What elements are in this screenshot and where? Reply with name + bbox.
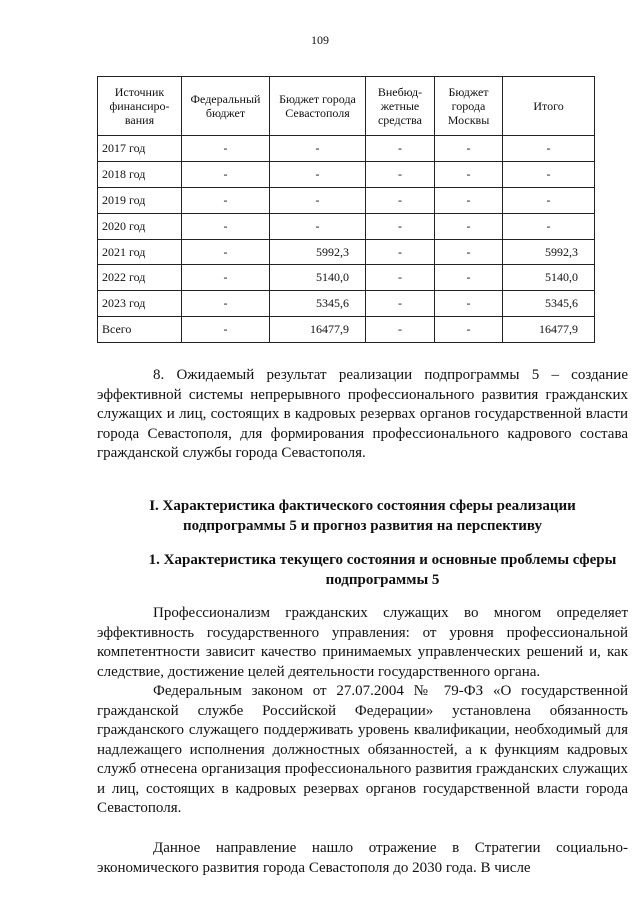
table-cell: 2022 год	[98, 265, 182, 291]
table-cell: -	[435, 213, 503, 239]
table-cell: 5992,3	[503, 239, 595, 265]
table-row	[98, 161, 595, 187]
table-cell: -	[182, 317, 270, 343]
table-row	[98, 136, 595, 162]
paragraph-expected-result: 8. Ожидаемый результат реализации подпрограммы 5 – создание эффективной системы непрерывного профессионального развития гражданских служащих и лиц, состоящих в кадровых резервах органов государственной власти города Севастополя, для формирования профессионального кадрового состава гражданской службы города Севастополя.	[97, 367, 628, 461]
table-cell: -	[182, 213, 270, 239]
table-row-total	[98, 317, 595, 343]
table-cell: 2018 год	[98, 161, 182, 187]
table-cell: -	[435, 187, 503, 213]
table-cell: -	[182, 239, 270, 265]
table-cell: -	[182, 187, 270, 213]
subsection-heading: 1. Характеристика текущего состояния и основные проблемы сферы подпрограммы 5	[148, 552, 617, 588]
table-cell: -	[270, 136, 366, 162]
table-cell: 16477,9	[503, 317, 595, 343]
header-source: Источник финансиро-вания	[98, 77, 182, 136]
table-cell: -	[270, 187, 366, 213]
table-cell: -	[435, 136, 503, 162]
table-cell: -	[366, 265, 435, 291]
table-cell: -	[182, 136, 270, 162]
table-cell: -	[366, 239, 435, 265]
table-cell: -	[435, 239, 503, 265]
table-cell: -	[435, 161, 503, 187]
table-cell: -	[366, 317, 435, 343]
table-cell: -	[182, 265, 270, 291]
header-federal: Федеральный бюджет	[182, 77, 270, 136]
table-cell: -	[182, 291, 270, 317]
table-cell: -	[435, 265, 503, 291]
table-cell: -	[366, 291, 435, 317]
table-row	[98, 239, 595, 265]
table-row	[98, 265, 595, 291]
table-cell: 16477,9	[270, 317, 366, 343]
table-cell: Всего	[98, 317, 182, 343]
table-cell: 2020 год	[98, 213, 182, 239]
table-cell: -	[270, 213, 366, 239]
table-cell: 5345,6	[503, 291, 595, 317]
table-cell: 2017 год	[98, 136, 182, 162]
table-row	[98, 213, 595, 239]
table-cell: -	[366, 161, 435, 187]
table-row	[98, 187, 595, 213]
table-cell: -	[435, 317, 503, 343]
table-cell: 5140,0	[270, 265, 366, 291]
table-cell: -	[366, 136, 435, 162]
table-row	[98, 291, 595, 317]
header-total: Итого	[503, 77, 595, 136]
table-cell: -	[503, 161, 595, 187]
table-cell: -	[435, 291, 503, 317]
table-cell: -	[182, 161, 270, 187]
table-cell: 2021 год	[98, 239, 182, 265]
table-header-row	[98, 77, 595, 136]
table-cell: 5345,6	[270, 291, 366, 317]
header-moscow: Бюджет города Москвы	[435, 77, 503, 136]
table-cell: -	[366, 213, 435, 239]
header-extrabudget: Внебюд-жетные средства	[366, 77, 435, 136]
table-cell: -	[503, 187, 595, 213]
financing-table	[97, 76, 595, 343]
table-cell: 2023 год	[98, 291, 182, 317]
table-cell: -	[270, 161, 366, 187]
table-cell: -	[503, 136, 595, 162]
header-sevastopol: Бюджет города Севастополя	[270, 77, 366, 136]
body-paragraph: Федеральным законом от 27.07.2004 № 79-ФЗ «О государственной гражданской службе Российской Федерации» установлена обязанность гражданского служащего поддерживать уровень квалификации, необходимый для надлежащего исполнения должностных обязанностей, а к функциям кадровых служб отнесена организация профессионального развития гражданских служащих и лиц, состоящих в кадровых резервах органов государственной власти города Севастополя.	[97, 683, 628, 816]
table-cell: -	[366, 187, 435, 213]
body-paragraph: Данное направление нашло отражение в Стратегии социально-экономического развития города Севастополя до 2030 года. В числе	[97, 840, 628, 876]
section-heading: I. Характеристика фактического состояния сферы реализации подпрограммы 5 и прогноз развития на перспективу	[149, 498, 576, 534]
table-cell: 5140,0	[503, 265, 595, 291]
table-cell: 2019 год	[98, 187, 182, 213]
table-cell: 5992,3	[270, 239, 366, 265]
body-paragraph: Профессионализм гражданских служащих во многом определяет эффективность государственного управления: от уровня профессиональной компетентности зависит качество принимаемых управленческих решений и, как следствие, достижение целей деятельности государственного органа.	[97, 605, 628, 680]
table-cell: -	[503, 213, 595, 239]
page-number: 109	[311, 33, 329, 47]
